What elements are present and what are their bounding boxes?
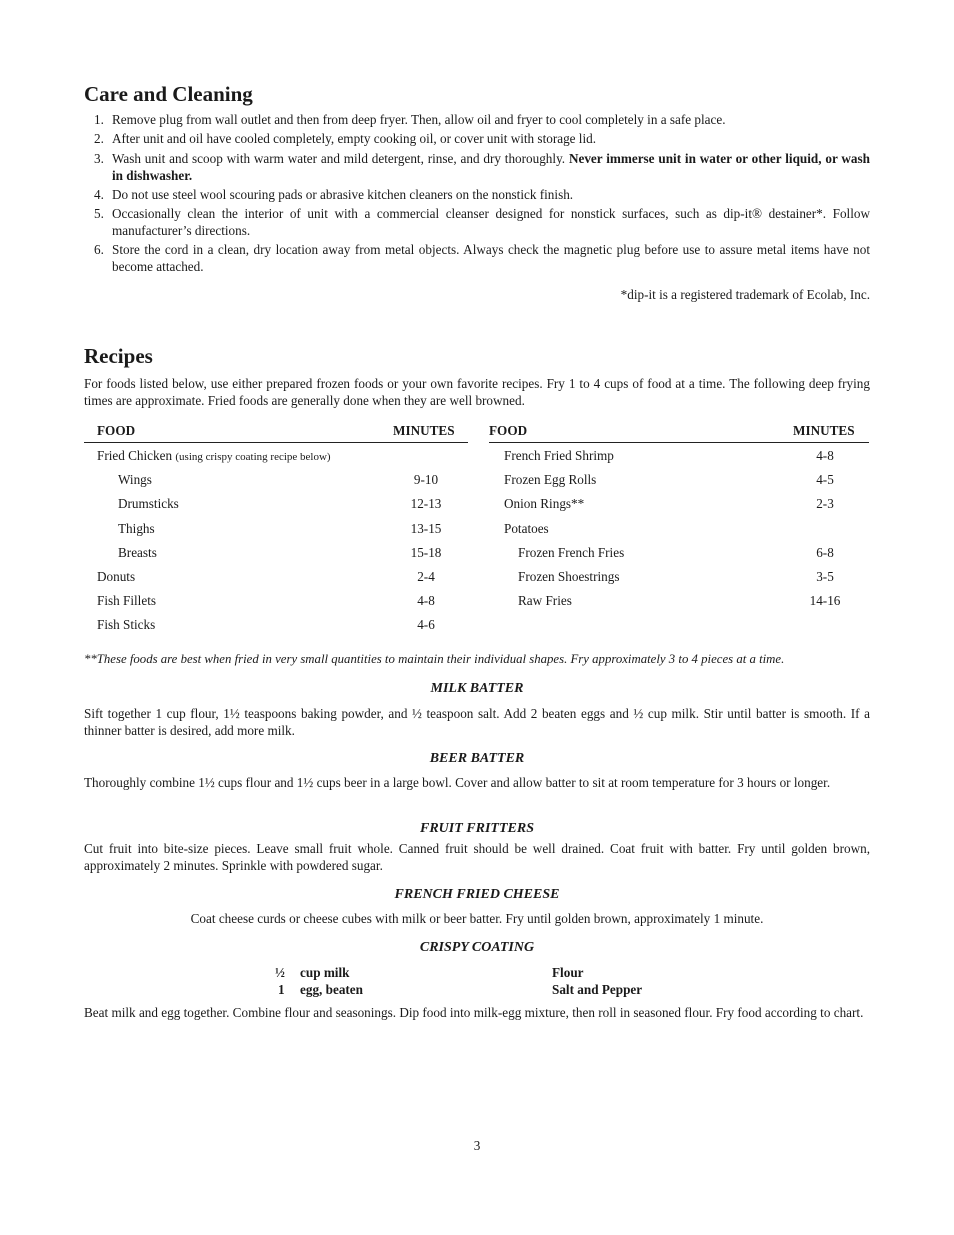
food-name: Fish Fillets (97, 593, 156, 609)
table-row (84, 443, 468, 467)
food-name: Drumsticks (118, 496, 179, 512)
minutes-column-header: MINUTES (793, 423, 855, 438)
recipes-heading: Recipes (84, 344, 153, 368)
food-name: French Fried Shrimp (504, 448, 614, 463)
frying-minutes: 14-16 (809, 593, 841, 609)
care-item: 3. Wash unit and scoop with warm water and mild detergent, rinse, and dry thoroughly. Never immerse unit in water or other liquid, or wash in dishwasher. (94, 150, 870, 183)
frying-minutes: 3-5 (816, 568, 834, 584)
small-quantities-note: **These foods are best when fried in very small quantities to maintain their individual shapes. Fry approximately 3 to 4 pieces at a time. (84, 652, 785, 666)
french-fried-cheese-title: FRENCH FRIED CHEESE (394, 887, 560, 902)
care-cleaning-heading: Care and Cleaning (84, 82, 253, 106)
trademark-footnote: *dip-it is a registered trademark of Ecolab, Inc. (620, 287, 870, 302)
food-name: Frozen Egg Rolls (504, 472, 597, 488)
food-name: Frozen French Fries (518, 544, 625, 560)
fruit-fritters-title: FRUIT FRITTERS (420, 821, 534, 836)
food-name: Fish Sticks (97, 617, 156, 633)
care-item: 5. Occasionally clean the interior of unit with a commercial cleanser designed for nonstick surfaces, such as dip-it® destainer*. Follow manufacturer’s directions. (94, 206, 870, 239)
frying-minutes: 9-10 (413, 472, 439, 488)
table-header (489, 421, 869, 443)
table-row (84, 516, 468, 540)
food-name: Breasts (118, 544, 157, 560)
frying-minutes: 13-15 (410, 520, 442, 536)
care-item: 4. Do not use steel wool scouring pads or abrasive kitchen cleaners on the nonstick finish. (94, 186, 574, 202)
care-warning: Never immerse unit in water or other liquid, or wash in dishwasher. (112, 150, 870, 183)
frying-minutes: 4-6 (417, 617, 435, 633)
crispy-coating-title: CRISPY COATING (419, 940, 535, 955)
recipes-intro: For foods listed below, use either prepared frozen foods or your own favorite recipes. Fry 1 to 4 cups of food at a time. The following deep frying times are approximate. Fried foods are generally done when they are well browned. (84, 376, 870, 408)
frying-times-table-right (489, 421, 869, 612)
table-row (84, 540, 468, 564)
table-row (84, 588, 468, 612)
table-row (489, 540, 869, 564)
ingredient-item: egg, beaten (300, 982, 363, 997)
frying-minutes: 15-18 (410, 544, 442, 560)
beer-batter-title: BEER BATTER (429, 751, 525, 766)
table-header (84, 421, 468, 443)
frying-minutes: 2-4 (417, 568, 435, 584)
table-row (489, 516, 869, 540)
frying-minutes: 6-8 (816, 544, 834, 560)
care-item: 6. Store the cord in a clean, dry location away from metal objects. Always check the magnetic plug before use to assure metal items have not become attached. (94, 242, 870, 275)
table-row (489, 564, 869, 588)
ingredient-quantity: 1 (278, 982, 285, 997)
frying-times-table-left (84, 421, 468, 637)
table-row (489, 491, 869, 515)
beer-batter-text: Thoroughly combine 1½ cups flour and 1½ cups beer in a large bowl. Cover and allow batter to sit at room temperature for 3 hours or longer. (84, 775, 831, 790)
food-name: Thighs (118, 520, 155, 536)
frying-minutes: 4-5 (816, 472, 834, 488)
table-row (84, 467, 468, 491)
fruit-fritters-text: Cut fruit into bite-size pieces. Leave small fruit whole. Canned fruit should be well drained. Coat fruit with batter. Fry until golden brown, approximately 2 minutes. Sprinkle with powdered sugar. (84, 841, 870, 873)
milk-batter-title: MILK BATTER (430, 681, 524, 696)
food-note: (using crispy coating recipe below) (175, 451, 331, 463)
table-row (489, 467, 869, 491)
care-item: 2. After unit and oil have cooled completely, empty cooking oil, or cover unit with storage lid. (94, 131, 597, 147)
frying-minutes: 4-8 (816, 448, 834, 463)
table-row (84, 491, 468, 515)
frying-minutes: 4-8 (417, 593, 435, 609)
page-number: 3 (473, 1138, 481, 1153)
food-name: Frozen Shoestrings (518, 568, 620, 584)
french-fried-cheese-text: Coat cheese curds or cheese cubes with milk or beer batter. Fry until golden brown, approximately 1 minute. (190, 911, 764, 926)
table-row (489, 588, 869, 612)
minutes-column-header: MINUTES (393, 423, 455, 438)
food-name: Wings (118, 472, 152, 488)
milk-batter-text: Sift together 1 cup flour, 1½ teaspoons baking powder, and ½ teaspoon salt. Add 2 beaten eggs and ½ cup milk. Stir until batter is smooth. If a thinner batter is desired, add more milk. (84, 706, 870, 738)
ingredient-quantity: ½ (275, 965, 285, 980)
food-name: Fried Chicken (using crispy coating recipe below) (97, 448, 331, 463)
food-column-header: FOOD (97, 423, 136, 438)
ingredient-item: cup milk (300, 965, 350, 980)
food-name: Onion Rings** (504, 496, 585, 512)
food-column-header: FOOD (489, 423, 528, 438)
food-name: Raw Fries (518, 593, 572, 609)
food-name: Potatoes (504, 520, 549, 536)
food-name: Donuts (97, 568, 136, 584)
table-row (489, 443, 869, 467)
table-row (84, 612, 468, 636)
ingredient-item: Salt and Pepper (552, 982, 643, 997)
crispy-coating-text: Beat milk and egg together. Combine flour and seasonings. Dip food into milk-egg mixture, then roll in seasoned flour. Fry food according to chart. (84, 1005, 864, 1020)
table-row (84, 564, 468, 588)
ingredient-item: Flour (552, 965, 584, 980)
care-instructions-list (84, 111, 870, 278)
frying-minutes: 12-13 (410, 496, 442, 512)
care-item: 1. Remove plug from wall outlet and then from deep fryer. Then, allow oil and fryer to cool completely in a safe place. (94, 112, 726, 127)
frying-minutes: 2-3 (816, 496, 834, 512)
